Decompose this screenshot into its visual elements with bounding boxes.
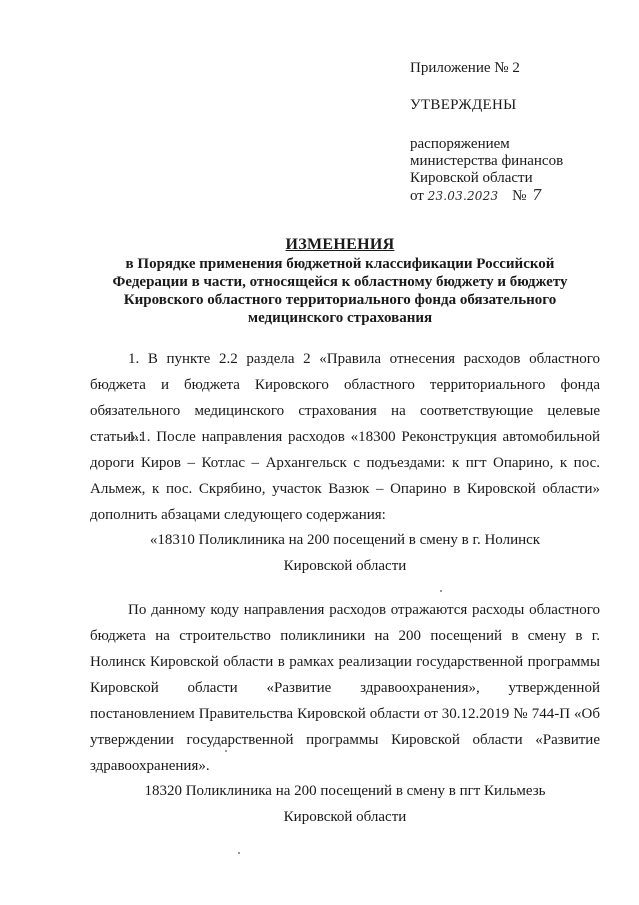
document-title: [70, 236, 610, 327]
order-line-1: распоряжением: [410, 136, 510, 152]
item-18310-line-1: «18310 Поликлиника на 200 посещений в смену в г. Нолинск: [149, 532, 541, 548]
item-18310-line-2: Кировской области: [283, 558, 407, 574]
title-main: ИЗМЕНЕНИЯ: [285, 236, 395, 253]
title-line-2: Федерации в части, относящейся к областному бюджету и бюджету: [112, 274, 568, 290]
title-line-4: медицинского страхования: [247, 310, 433, 326]
approval-block: [410, 60, 620, 205]
paragraph-1: 1. В пункте 2.2 раздела 2 «Правила отнесения расходов областного бюджета и бюджета Кировского областного территориального фонда обязательного медицинского страхования на соответствующие целевые статьи»:: [90, 351, 600, 445]
scan-speck: [238, 852, 240, 854]
item-18320-line-1: 18320 Поликлиника на 200 посещений в смену в пгт Кильмезь: [144, 783, 546, 799]
approval-order-reference: [410, 136, 620, 205]
scan-speck: [440, 590, 442, 592]
handwritten-number: 7: [532, 186, 542, 204]
scan-speck: [225, 750, 227, 752]
from-label: от: [410, 188, 424, 204]
number-label: №: [512, 188, 527, 204]
handwritten-date: 23.03.2023: [427, 189, 499, 203]
paragraph-1-1: 1.1. После направления расходов «18300 Реконструкция автомобильной дороги Киров – Котлас – Архангельск с подъездами: к пгт Опарино, к пос. Альмеж, к пос. Скрябино, участок Вазюк – Опарино в Кировской области» дополнить абзацами следующего содержания:: [90, 429, 600, 523]
approved-heading: УТВЕРЖДЕНЫ: [410, 97, 517, 113]
paragraph-18310-description: По данному коду направления расходов отражаются расходы областного бюджета на строительство поликлиники на 200 посещений в смену в г. Нолинск Кировской области в рамках реализации государственной программы Кировской области «Развитие здравоохранения», утвержденной постановлением Правительства Кировской области от 30.12.2019 № 744-П «Об утверждении государственной программы Кировской области «Развитие здравоохранения».: [90, 602, 600, 774]
annex-number: Приложение № 2: [410, 60, 520, 76]
item-18320-line-2: Кировской области: [283, 809, 407, 825]
order-line-2: министерства финансов: [410, 153, 564, 169]
title-line-1: в Порядке применения бюджетной классификации Российской: [125, 256, 555, 272]
title-line-3: Кировского областного территориального фонда обязательного: [123, 292, 557, 308]
date-number-line: [410, 187, 620, 205]
order-line-3: Кировской области: [410, 170, 533, 186]
